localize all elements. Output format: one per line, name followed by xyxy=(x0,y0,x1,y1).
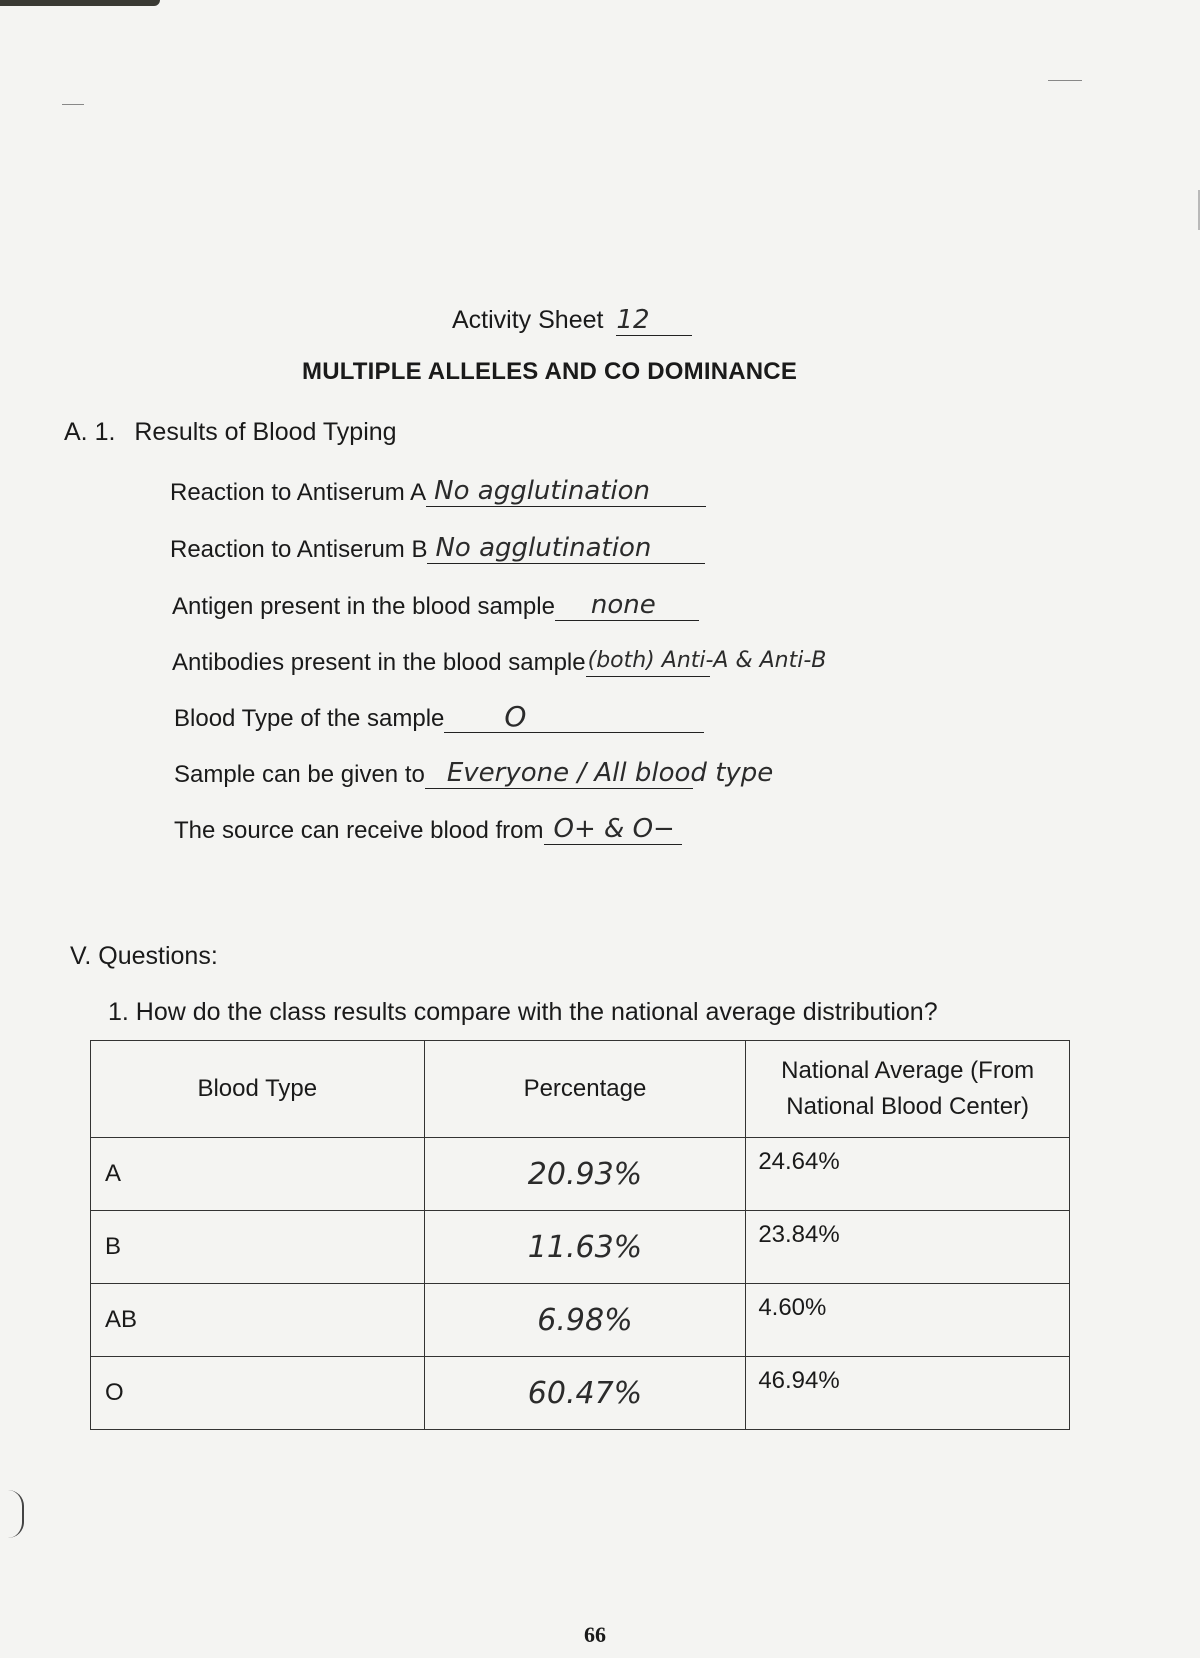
handwritten-answer: none xyxy=(590,590,656,620)
header-national-average: National Average (From National Blood Center) xyxy=(746,1041,1070,1138)
cell-national-average: 24.64% xyxy=(746,1138,1070,1211)
table-header-row xyxy=(91,1041,1070,1138)
answer-line xyxy=(427,533,705,564)
cell-national-average: 46.94% xyxy=(746,1357,1070,1430)
cell-percentage xyxy=(424,1284,746,1357)
field-label: Sample can be given to xyxy=(174,761,425,788)
handwritten-percentage: 11.63% xyxy=(527,1229,643,1265)
cell-percentage xyxy=(424,1357,746,1430)
page-title: MULTIPLE ALLELES AND CO DOMINANCE xyxy=(302,358,798,385)
scan-artifact-dash xyxy=(1048,80,1082,81)
field-label: Reaction to Antiserum A xyxy=(170,479,427,506)
section-a-title: Results of Blood Typing xyxy=(134,418,397,446)
cell-national-average: 23.84% xyxy=(746,1211,1070,1284)
field-antiserum-a xyxy=(170,476,706,507)
handwritten-answer: O+ & O− xyxy=(553,814,675,844)
cell-blood-type: AB xyxy=(91,1284,425,1357)
section-a-heading xyxy=(64,418,397,447)
scan-artifact-dash xyxy=(62,104,84,105)
field-can-be-given-to xyxy=(174,758,774,789)
scan-artifact-top xyxy=(0,0,160,6)
table-row xyxy=(91,1284,1070,1357)
section-a-number: A. 1. xyxy=(64,418,116,446)
header-blood-type: Blood Type xyxy=(91,1041,425,1138)
field-antibodies xyxy=(172,646,827,677)
section-v-heading: V. Questions: xyxy=(70,942,218,970)
cell-percentage xyxy=(424,1138,746,1211)
answer-line xyxy=(544,814,682,845)
cell-blood-type: B xyxy=(91,1211,425,1284)
field-blood-type xyxy=(174,702,704,733)
activity-sheet-number: 12 xyxy=(616,305,692,336)
handwritten-answer: O xyxy=(504,700,527,733)
field-antiserum-b xyxy=(170,533,705,564)
header-percentage: Percentage xyxy=(424,1041,746,1138)
answer-line xyxy=(425,758,774,789)
table-row xyxy=(91,1138,1070,1211)
table-row xyxy=(91,1211,1070,1284)
field-label: The source can receive blood from xyxy=(174,817,544,844)
question-1: 1. How do the class results compare with the national average distribution? xyxy=(108,998,938,1026)
field-label: Antibodies present in the blood sample xyxy=(172,649,586,676)
handwritten-answer: No agglutination xyxy=(435,533,652,563)
answer-line xyxy=(426,476,706,507)
activity-sheet-title xyxy=(452,305,692,336)
cell-national-average: 4.60% xyxy=(746,1284,1070,1357)
cell-blood-type: O xyxy=(91,1357,425,1430)
handwritten-percentage: 6.98% xyxy=(537,1302,633,1338)
cell-blood-type: A xyxy=(91,1138,425,1211)
scan-artifact-bracket xyxy=(8,1490,24,1538)
field-label: Blood Type of the sample xyxy=(174,705,445,732)
handwritten-answer: No agglutination xyxy=(434,476,651,506)
cell-percentage xyxy=(424,1211,746,1284)
handwritten-percentage: 20.93% xyxy=(527,1156,643,1192)
field-antigen xyxy=(172,590,699,621)
handwritten-percentage: 60.47% xyxy=(527,1375,643,1411)
blood-type-table xyxy=(90,1040,1070,1430)
table-row xyxy=(91,1357,1070,1430)
answer-line xyxy=(555,590,699,621)
page-number: 66 xyxy=(584,1622,606,1647)
field-label: Antigen present in the blood sample xyxy=(172,593,555,620)
handwritten-answer: Everyone / All blood type xyxy=(446,758,774,788)
activity-sheet-label: Activity Sheet xyxy=(452,306,604,334)
answer-line xyxy=(586,646,827,677)
field-can-receive-from xyxy=(174,814,682,845)
answer-line xyxy=(444,702,704,733)
handwritten-answer: (both) Anti-A & Anti-B xyxy=(587,648,827,673)
field-label: Reaction to Antiserum B xyxy=(170,536,428,563)
